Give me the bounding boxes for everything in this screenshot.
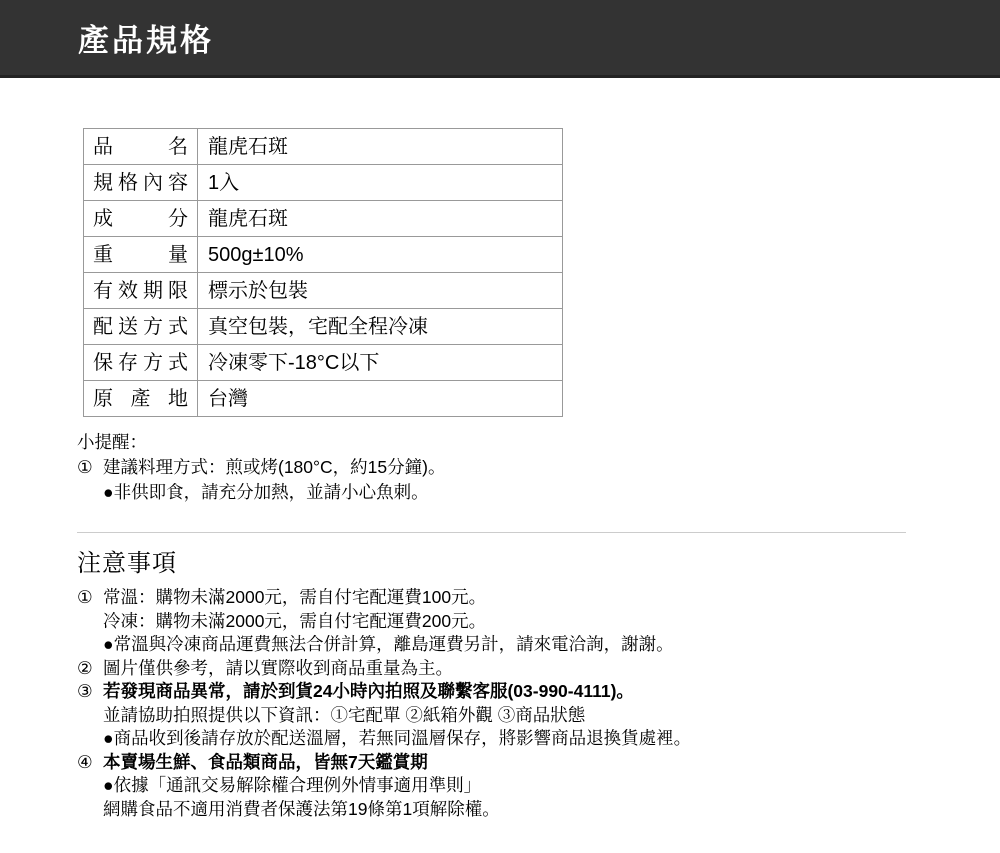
notice-line (77, 774, 1000, 798)
spec-value-delivery: 真空包裝，宅配全程冷凍 (198, 309, 563, 345)
spec-label-delivery: 配送方式 (84, 309, 198, 345)
spec-value-expiry: 標示於包裝 (198, 273, 563, 309)
spec-value-product-name: 龍虎石斑 (198, 129, 563, 165)
notice-line (77, 680, 1000, 704)
reminder-section (77, 430, 1000, 505)
spec-label-spec-content: 規格內容 (84, 165, 198, 201)
circled-number-marker: ③ (77, 681, 93, 701)
table-row (84, 309, 563, 345)
spec-label-product-name: 品名 (84, 129, 198, 165)
spec-value-spec-content: 1入 (198, 165, 563, 201)
page-title: 產品規格 (78, 23, 214, 58)
table-row (84, 165, 563, 201)
notice-text: 網購食品不適用消費者保護法第19條第1項解除權。 (103, 798, 500, 819)
page-header (0, 0, 1000, 78)
spec-label-storage: 保存方式 (84, 345, 198, 381)
section-divider (77, 532, 906, 533)
reminder-title: 小提醒： (77, 432, 147, 452)
notice-title: 注意事項 (77, 550, 177, 577)
table-row (84, 237, 563, 273)
notice-line (77, 586, 1000, 610)
notice-text: 若發現商品異常，請於到貨24小時內拍照及聯繫客服(03-990-4111)。 (103, 681, 634, 701)
notice-text: 本賣場生鮮、食品類商品，皆無7天鑑賞期 (103, 751, 428, 772)
reminder-text: 建議料理方式：煎或烤(180°C，約15分鐘)。 (103, 457, 446, 477)
notice-line (77, 633, 1000, 657)
spec-label-origin: 原產地 (84, 381, 198, 417)
notice-text: 圖片僅供參考，請以實際收到商品重量為主。 (103, 657, 453, 678)
reminder-line (77, 455, 1000, 480)
spec-label-weight: 重量 (84, 237, 198, 273)
spec-label-expiry: 有效期限 (84, 273, 198, 309)
reminder-line: ●非供即食，請充分加熱，並請小心魚刺。 (103, 482, 429, 502)
notice-line (77, 727, 1000, 751)
notice-text: ●依據「通訊交易解除權合理例外情事適用準則」 (103, 775, 482, 795)
circled-number-marker: ④ (77, 751, 93, 772)
circled-number-marker: ① (77, 457, 93, 477)
table-row (84, 381, 563, 417)
notice-line (77, 657, 1000, 681)
notice-line (77, 751, 1000, 775)
notice-text: 冷凍：購物未滿2000元，需自付宅配運費200元。 (103, 610, 487, 631)
notice-text: 常溫：購物未滿2000元，需自付宅配運費100元。 (103, 587, 487, 607)
table-row (84, 201, 563, 237)
notice-text: 並請協助拍照提供以下資訊：①宅配單 ②紙箱外觀 ③商品狀態 (103, 704, 586, 725)
notice-text: ●常溫與冷凍商品運費無法合併計算，離島運費另計，請來電洽詢，謝謝。 (103, 634, 674, 654)
table-row (84, 345, 563, 381)
table-row (84, 273, 563, 309)
spec-value-storage: 冷凍零下-18°C以下 (198, 345, 563, 381)
notice-line (77, 798, 1000, 822)
spec-value-origin: 台灣 (198, 381, 563, 417)
circled-number-marker: ① (77, 587, 93, 607)
notice-line (77, 704, 1000, 728)
notice-line (77, 610, 1000, 634)
table-row (84, 129, 563, 165)
notice-section (77, 543, 1000, 821)
spec-value-ingredients: 龍虎石斑 (198, 201, 563, 237)
notice-text: ●商品收到後請存放於配送溫層，若無同溫層保存，將影響商品退換貨處裡。 (103, 728, 692, 748)
circled-number-marker: ② (77, 657, 93, 678)
spec-label-ingredients: 成分 (84, 201, 198, 237)
spec-value-weight: 500g±10% (198, 237, 563, 273)
spec-table (83, 128, 563, 417)
